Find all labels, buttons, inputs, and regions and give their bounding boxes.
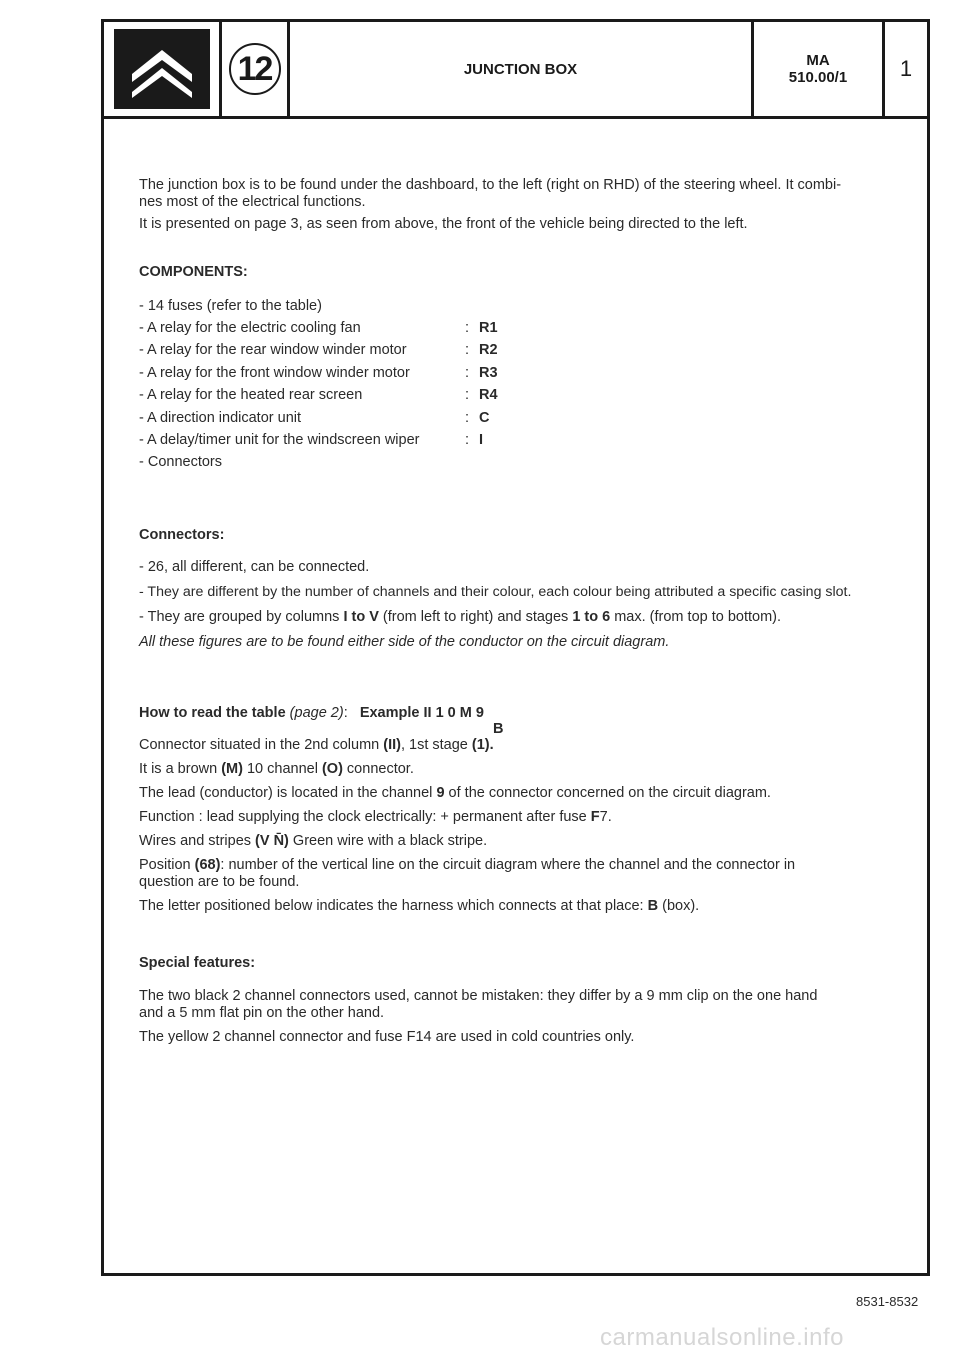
reference-line1: MA — [806, 52, 830, 69]
special-heading: Special features: — [139, 955, 256, 972]
howto-line: The letter positioned below indicates the harness which connects at that place: B (box). — [139, 898, 700, 915]
list-item: - A relay for the heated rear screen : R4 — [139, 387, 498, 404]
double-chevron-icon — [126, 38, 198, 100]
howto-line: Wires and stripes (V N̄) Green wire with a black stripe. — [139, 833, 488, 850]
watermark: carmanualsonline.info — [600, 1324, 844, 1351]
connectors-note: All these figures are to be found either side of the conductor on the circuit diagram. — [139, 634, 670, 651]
special-paragraph-2: The yellow 2 channel connector and fuse F14 are used in cold countries only. — [139, 1029, 635, 1046]
list-item: - A delay/timer unit for the windscreen wiper : I — [139, 432, 484, 449]
citroen-logo — [114, 29, 210, 109]
connectors-line: - They are different by the number of channels and their colour, each colour being attributed a specific casing slot. — [139, 584, 852, 601]
howto-line: Position (68): number of the vertical line on the circuit diagram where the channel and the connector in question are to be found. — [139, 857, 796, 891]
section-number-cell — [222, 22, 290, 116]
content — [139, 177, 909, 1053]
example-letter: B — [493, 721, 504, 738]
section-number: 12 — [229, 43, 281, 95]
reference-line2: 510.00/1 — [788, 69, 848, 86]
howto-line: The lead (conductor) is located in the channel 9 of the connector concerned on the circuit diagram. — [139, 785, 771, 802]
example-code: Example II 1 0 M 9 — [359, 705, 484, 722]
document-code: 8531-8532 — [856, 1294, 919, 1309]
intro-paragraph-2: It is presented on page 3, as seen from above, the front of the vehicle being directed to the left. — [139, 216, 748, 232]
list-item: - A relay for the electric cooling fan : R1 — [139, 320, 498, 337]
howto-line: It is a brown (M) 10 channel (O) connector. — [139, 761, 414, 778]
document-title: JUNCTION BOX — [290, 22, 754, 116]
page-frame — [101, 19, 930, 1276]
list-item: - A direction indicator unit : C — [139, 409, 490, 426]
howto-line: Function : lead supplying the clock electrically: + permanent after fuse F7. — [139, 809, 612, 826]
connectors-heading: Connectors: — [139, 527, 225, 544]
page-number: 1 — [899, 56, 913, 81]
logo-cell — [104, 22, 222, 116]
connectors-line: - 26, all different, can be connected. — [139, 559, 370, 576]
reference-cell — [754, 22, 885, 116]
howto-line: Connector situated in the 2nd column (II), 1st stage (1). — [139, 737, 494, 754]
list-item: - A relay for the front window winder motor : R3 — [139, 364, 498, 381]
components-list — [139, 295, 909, 474]
list-item: - 14 fuses (refer to the table) — [139, 297, 322, 314]
howto-heading: How to read the table (page 2): Example II 1 0 M 9 — [139, 705, 484, 722]
intro-line: The junction box is to be found under the dashboard, to the left (right on RHD) of the steering wheel. It combi- — [139, 177, 842, 193]
list-item: - A relay for the rear window winder motor : R2 — [139, 342, 498, 359]
header — [104, 22, 927, 119]
intro-paragraph-1 — [139, 177, 909, 211]
list-item: - Connectors — [139, 454, 223, 471]
intro-line: nes most of the electrical functions. — [139, 194, 366, 210]
connectors-line: - They are grouped by columns I to V (from left to right) and stages 1 to 6 max. (from top to bottom). — [139, 609, 782, 626]
special-paragraph-1: The two black 2 channel connectors used, cannot be mistaken: they differ by a 9 mm clip on the one hand and a 5 mm flat pin on the other hand. — [139, 988, 818, 1022]
components-heading: COMPONENTS: — [139, 264, 248, 280]
